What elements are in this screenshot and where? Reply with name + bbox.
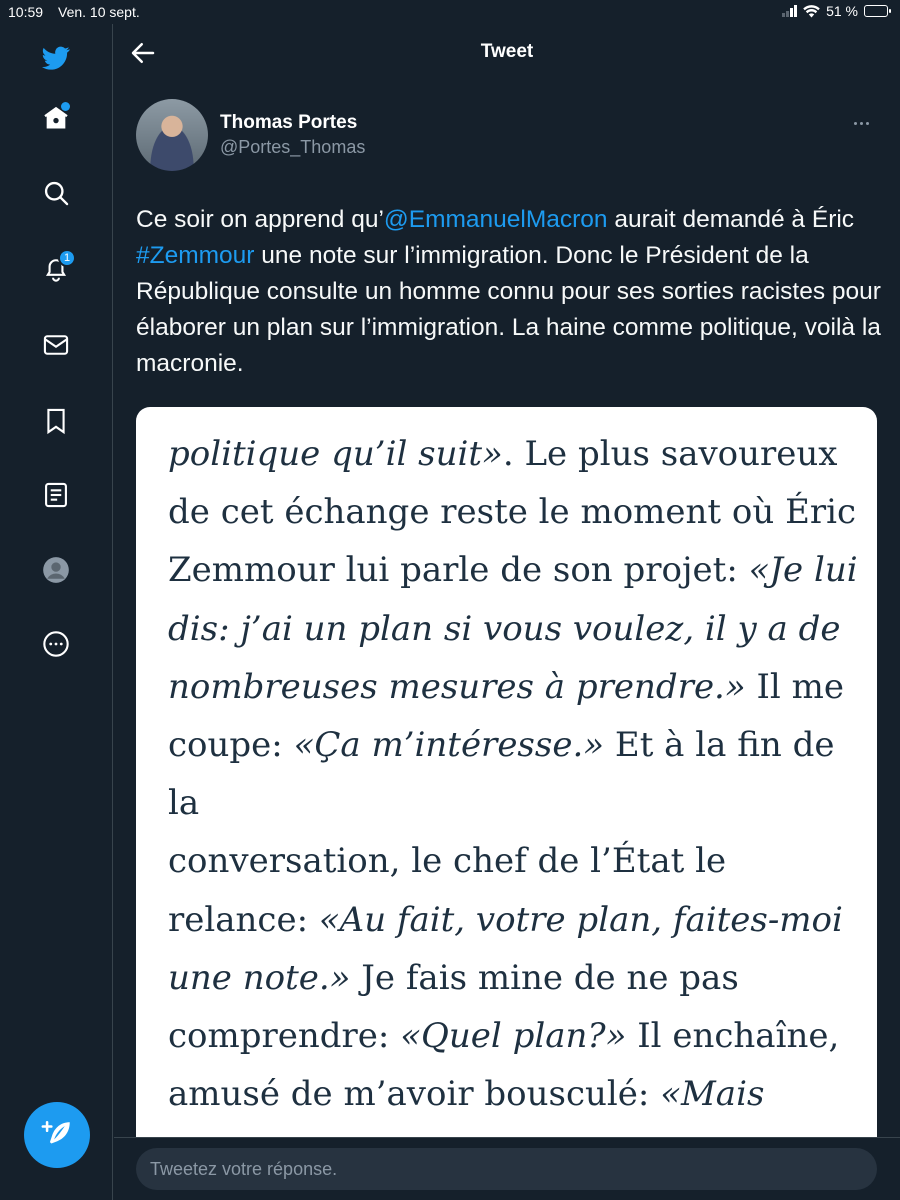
image-text-segment: une note.» bbox=[168, 957, 351, 998]
tweet-text-part: Ce soir on apprend qu’ bbox=[136, 206, 384, 233]
profile-icon[interactable] bbox=[36, 550, 76, 590]
image-text-segment: Zemmour lui parle de son projet: bbox=[168, 550, 749, 591]
home-notification-dot bbox=[61, 102, 70, 111]
image-text-line bbox=[168, 1007, 868, 1065]
status-date: Ven. 10 sept. bbox=[58, 4, 140, 20]
list-icon[interactable] bbox=[36, 475, 76, 515]
bookmark-icon[interactable] bbox=[36, 401, 76, 441]
status-time: 10:59 bbox=[8, 4, 44, 20]
image-text-line bbox=[168, 658, 868, 716]
tweet-text-part: une note sur l’immigration. Donc le Président de la République consulte un homme connu pour ses sorties racistes pour élaborer un plan sur l’immigration. La haine comme politique, voilà la macronie. bbox=[136, 242, 881, 377]
image-text-line bbox=[168, 541, 868, 599]
sidebar bbox=[0, 24, 113, 1200]
more-dot-icon bbox=[866, 122, 869, 125]
battery-percent: 51 % bbox=[826, 3, 858, 19]
image-text-segment: «Au fait, votre plan, faites-moi bbox=[318, 899, 843, 940]
tweet-text-part: aurait demandé à Éric bbox=[607, 206, 855, 233]
image-text-line bbox=[168, 716, 868, 832]
image-text-segment: coupe: bbox=[168, 725, 294, 766]
tweet-text bbox=[136, 202, 881, 382]
author-name[interactable]: Thomas Portes bbox=[220, 112, 358, 133]
image-text-line bbox=[168, 891, 868, 949]
notification-count-badge: 1 bbox=[58, 249, 76, 267]
tweet-image[interactable] bbox=[136, 407, 877, 1147]
image-text-segment: de cet échange reste le moment où Éric bbox=[168, 492, 857, 533]
image-text-segment: nombreuses mesures à prendre.» bbox=[168, 666, 746, 707]
more-circle-icon[interactable] bbox=[36, 624, 76, 664]
image-text-segment: . Le plus savoureux bbox=[502, 434, 838, 474]
tweet-author bbox=[136, 99, 876, 173]
image-text-segment: politique qu’il suit» bbox=[168, 434, 503, 474]
status-right bbox=[782, 3, 888, 19]
more-dot-icon bbox=[860, 122, 863, 125]
avatar[interactable] bbox=[136, 99, 208, 171]
image-text-segment: Il enchaîne, bbox=[626, 1016, 840, 1057]
image-text-segment: comprendre: bbox=[168, 1016, 401, 1057]
image-text-segment: «Je lui bbox=[748, 550, 858, 591]
tweet-header bbox=[114, 24, 900, 82]
image-text-segment: «Ça m’intéresse.» bbox=[293, 725, 605, 766]
image-text-block bbox=[168, 425, 868, 1182]
image-text-segment: «Mais bbox=[660, 1074, 765, 1115]
reply-bar bbox=[114, 1137, 900, 1200]
image-text-segment: dis: j’ai un plan si vous voulez, il y a de bbox=[168, 608, 841, 649]
cellular-signal-icon bbox=[782, 5, 797, 17]
reply-input[interactable] bbox=[136, 1148, 877, 1190]
status-bar bbox=[0, 0, 900, 24]
image-text-segment: conversation, le chef de l’État le bbox=[168, 841, 727, 882]
compose-tweet-button[interactable] bbox=[24, 1102, 90, 1168]
image-text-line bbox=[168, 425, 868, 483]
image-text-line bbox=[168, 1065, 868, 1123]
page-title: Tweet bbox=[480, 41, 534, 62]
hashtag-link[interactable]: #Zemmour bbox=[136, 242, 255, 269]
image-text-line bbox=[168, 483, 868, 541]
image-text-line bbox=[168, 949, 868, 1007]
battery-icon bbox=[864, 5, 888, 17]
more-options-button[interactable] bbox=[846, 113, 876, 133]
mail-icon[interactable] bbox=[36, 325, 76, 365]
mention-link[interactable]: @EmmanuelMacron bbox=[383, 206, 608, 233]
feather-plus-icon bbox=[40, 1118, 74, 1152]
author-handle[interactable]: @Portes_Thomas bbox=[220, 137, 366, 157]
image-text-line bbox=[168, 600, 868, 658]
image-text-segment: relance: bbox=[168, 899, 319, 940]
image-text-line bbox=[168, 832, 868, 890]
image-text-segment: «Quel plan?» bbox=[400, 1016, 627, 1057]
image-text-segment: amusé de m’avoir bousculé: bbox=[168, 1074, 661, 1115]
home-icon[interactable] bbox=[36, 98, 76, 138]
image-text-segment: Et à la fin de la bbox=[168, 725, 835, 824]
image-text-segment: Il me bbox=[745, 666, 844, 707]
image-text-segment: Je fais mine de ne pas bbox=[350, 957, 739, 998]
twitter-logo-icon[interactable] bbox=[36, 38, 76, 78]
search-icon[interactable] bbox=[36, 173, 76, 213]
more-dot-icon bbox=[854, 122, 857, 125]
bell-icon[interactable] bbox=[36, 249, 76, 289]
wifi-icon bbox=[803, 5, 820, 18]
